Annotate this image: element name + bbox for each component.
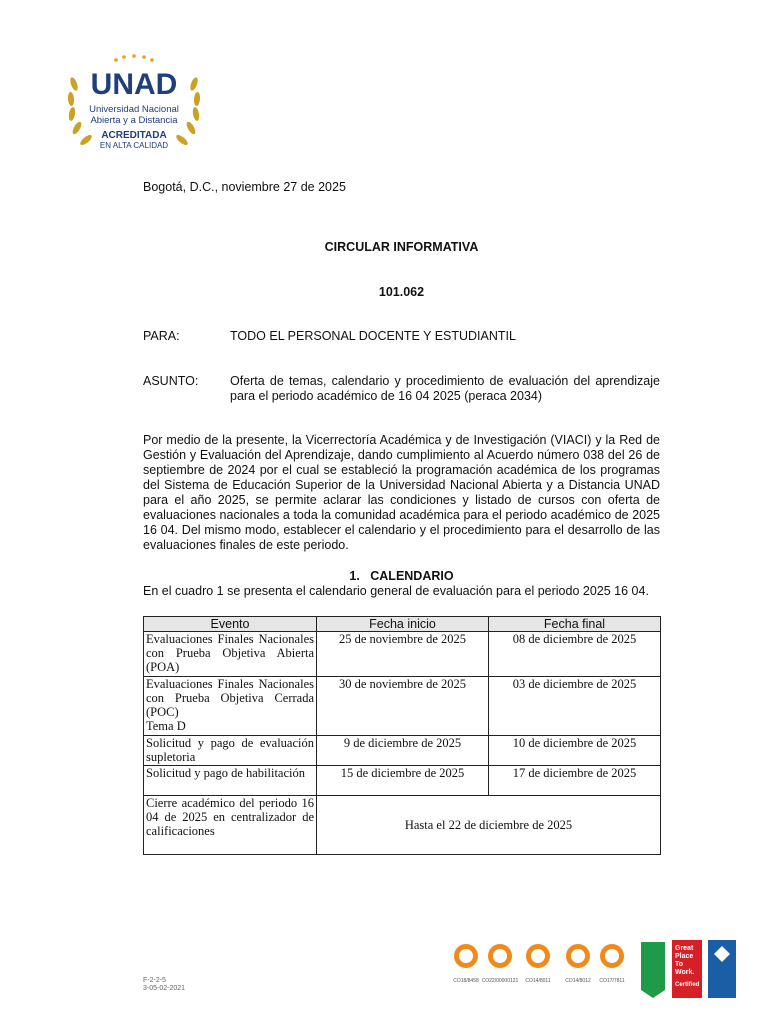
- table-row: [144, 736, 661, 766]
- footer-code-line1: F-2-2-5: [143, 977, 166, 984]
- cell-final: 10 de diciembre de 2025: [489, 736, 661, 766]
- cell-evento-extra: Tema D: [146, 719, 186, 733]
- brand-text: UNAD: [90, 68, 178, 101]
- table-header-row: [144, 617, 661, 632]
- cell-final: 08 de diciembre de 2025: [489, 632, 661, 677]
- logo-line3: ACREDITADA: [101, 130, 167, 141]
- logo-line1: Universidad Nacional: [89, 104, 179, 115]
- cell-evento: [144, 677, 317, 736]
- header-fecha-final: Fecha final: [489, 617, 661, 632]
- para-value: TODO EL PERSONAL DOCENTE Y ESTUDIANTIL: [230, 329, 516, 343]
- gptw-text: Certified: [675, 982, 700, 988]
- footer-code-line2: 3-05-02-2021: [143, 985, 186, 992]
- header-evento: Evento: [144, 617, 317, 632]
- logo-line4: EN ALTA CALIDAD: [99, 141, 169, 150]
- gptw-text: Work.: [675, 969, 695, 976]
- gptw-text: Great: [675, 945, 694, 952]
- asunto-label: ASUNTO:: [143, 374, 199, 388]
- footer-code: [143, 977, 185, 993]
- para-label: PARA:: [143, 329, 180, 343]
- cell-inicio: 15 de diciembre de 2025: [317, 766, 489, 796]
- date-line: Bogotá, D.C., noviembre 27 de 2025: [143, 180, 346, 194]
- cell-evento-text: Evaluaciones Finales Nacionales con Prueba Objetiva Cerrada (POC): [146, 677, 314, 719]
- sgs-code: CO14/8012: [565, 978, 591, 984]
- body-paragraph: Por medio de la presente, la Vicerrectoría Académica y de Investigación (VIACI) y la Red de Gestión y Evaluación del Aprendizaje, dando cumplimiento al Acuerdo número 038 del 26 de septiembre de 2024 por el cual se estableció la programación académica de los programas del Sistema de Educación Superior de la Universidad Nacional Abierta y a Distancia UNAD para el año 2025, se permite aclarar las condiciones y listado de cursos con oferta de evaluaciones nacionales a toda la comunidad académica para el periodo académico de 2025 16 04. Del mismo modo, establecer el calendario y el procedimiento para el desarrollo de las evaluaciones finales de este periodo.: [143, 433, 660, 552]
- cell-final: 03 de diciembre de 2025: [489, 677, 661, 736]
- table-row: [144, 632, 661, 677]
- cell-evento: Evaluaciones Finales Nacionales con Prueba Objetiva Abierta (POA): [144, 632, 317, 677]
- table-row: [144, 766, 661, 796]
- sgs-badge-icon: [454, 944, 624, 968]
- gptw-text: To: [675, 961, 684, 968]
- sgs-code: CO22/00000121: [481, 978, 519, 984]
- circular-title: CIRCULAR INFORMATIVA: [324, 240, 479, 254]
- cell-inicio: 25 de noviembre de 2025: [317, 632, 489, 677]
- cell-evento: Cierre académico del periodo 16 04 de 2025 en centralizador de calificaciones: [144, 796, 317, 855]
- green-seal-icon: [641, 942, 665, 998]
- cell-evento: Solicitud y pago de habilitación: [144, 766, 317, 796]
- cell-merged: Hasta el 22 de diciembre de 2025: [317, 796, 661, 855]
- unad-logo: [64, 54, 204, 164]
- asunto-value: Oferta de temas, calendario y procedimiento de evaluación del aprendizaje para el periodo académico de 16 04 2025 (peraca 2034): [230, 374, 660, 403]
- circular-number: 101.062: [378, 285, 425, 299]
- table-row: [144, 796, 661, 855]
- cell-final: 17 de diciembre de 2025: [489, 766, 661, 796]
- section-title: 1. CALENDARIO: [349, 569, 454, 583]
- section-intro: En el cuadro 1 se presenta el calendario general de evaluación para el periodo 2025 16 04.: [143, 584, 649, 598]
- header-fecha-inicio: Fecha inicio: [317, 617, 489, 632]
- logo-line2: Abierta y a Distancia: [90, 115, 178, 126]
- sgs-code: CO17/7811: [599, 978, 625, 984]
- cell-inicio: 30 de noviembre de 2025: [317, 677, 489, 736]
- sgs-code: CO18/8458: [453, 978, 479, 984]
- gptw-text: Place: [675, 953, 694, 960]
- cell-inicio: 9 de diciembre de 2025: [317, 736, 489, 766]
- sgs-code: CO14/8011: [525, 978, 551, 984]
- cell-evento: Solicitud y pago de evaluación supletoria: [144, 736, 317, 766]
- dots-icon: [114, 54, 154, 62]
- calendar-table: [143, 616, 661, 855]
- certification-badges: [448, 940, 738, 1000]
- table-row: [144, 677, 661, 736]
